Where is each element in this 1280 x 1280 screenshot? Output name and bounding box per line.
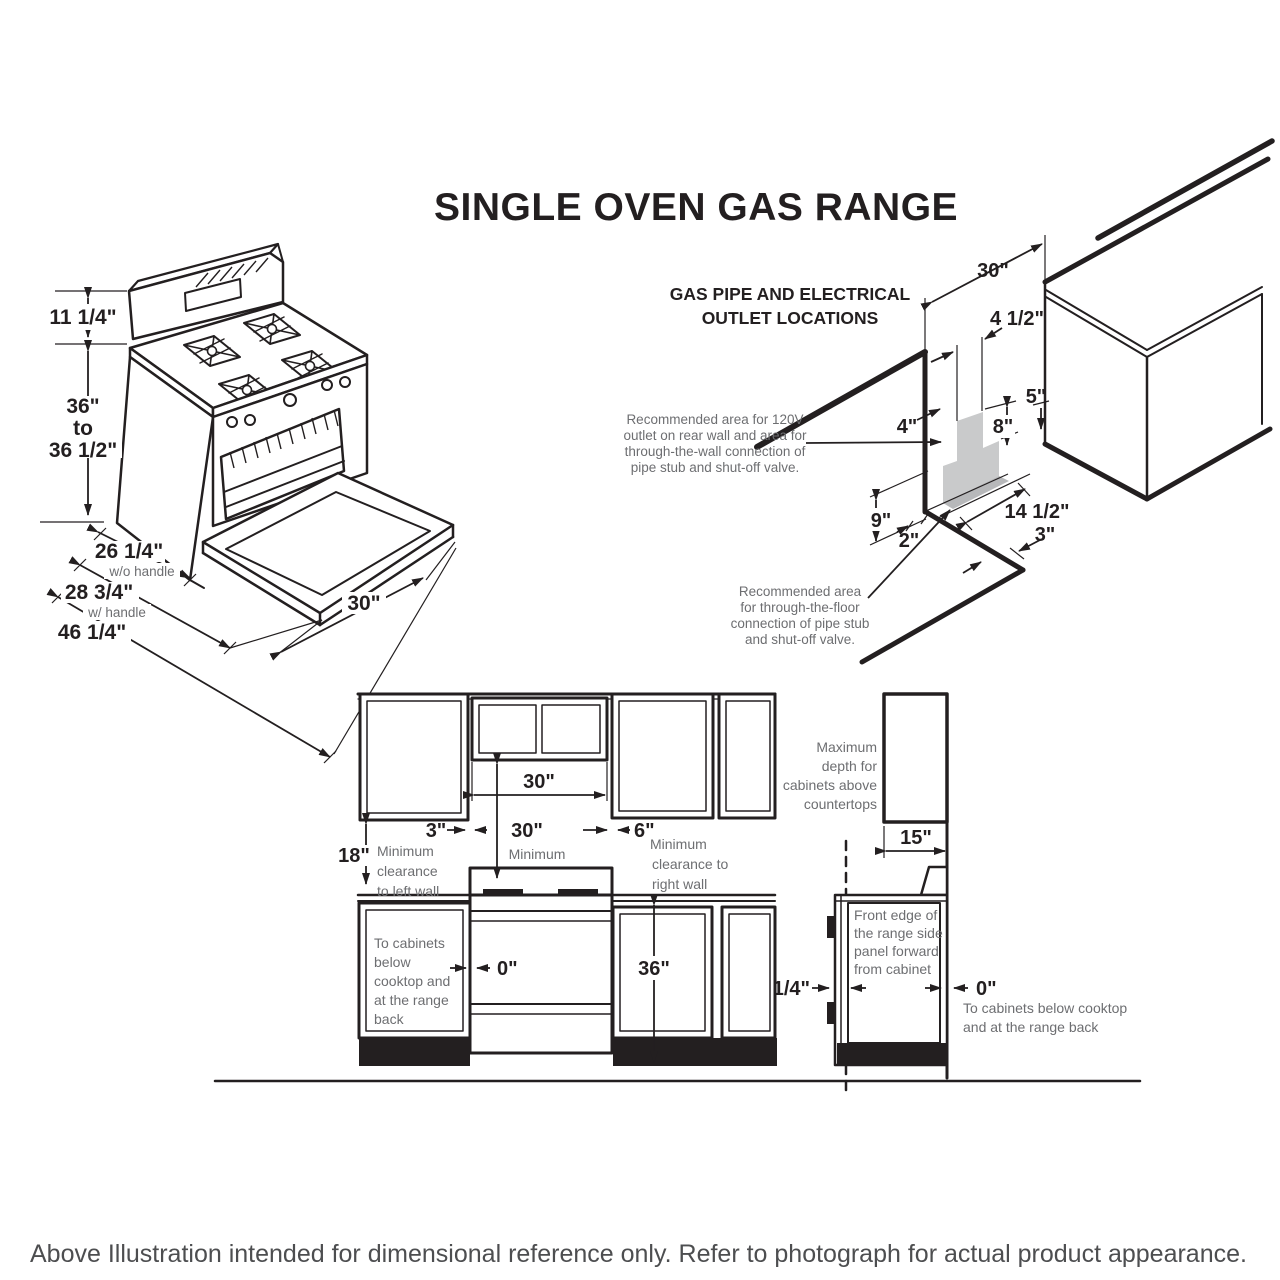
side-base-note-line2: and at the range back: [963, 1019, 1099, 1035]
front-edge-note-line4: from cabinet: [854, 961, 932, 977]
front-view-artwork: [358, 694, 777, 1066]
dim-3: 3": [425, 820, 447, 842]
gas-heading-line1: GAS PIPE AND ELECTRICAL: [669, 284, 911, 304]
dim-2: 2": [898, 530, 920, 552]
dim-8: 8": [992, 416, 1014, 438]
outlet-note-line2: outlet on rear wall and area for: [623, 428, 807, 443]
dim-15: 15": [900, 827, 932, 849]
dim-height-1: 36": [66, 395, 100, 418]
dim-depth-wo-handle: 26 1/4": [94, 540, 164, 563]
floor-note-line3: connection of pipe stub: [730, 616, 870, 631]
dim-30-min-note: Minimum: [508, 846, 566, 862]
depth-note-line3: cabinets above: [782, 777, 877, 793]
dim-backsplash-height: 11 1/4": [49, 306, 117, 329]
dim-14-half: 14 1/2": [1004, 501, 1070, 523]
left-wall-note-line3: to left wall: [377, 883, 440, 899]
dim-5: 5": [1025, 386, 1047, 408]
dim-4-half: 4 1/2": [990, 308, 1044, 330]
dim-quarter: 1/4": [772, 978, 810, 1000]
floor-note-line2: for through-the-floor: [740, 600, 860, 615]
base-note-line3: cooktop and: [374, 973, 451, 989]
dim-6: 6": [634, 820, 655, 842]
dim-9: 9": [870, 510, 892, 532]
dim-30-top: 30": [523, 771, 555, 793]
depth-note-line1: Maximum: [816, 739, 877, 755]
side-base-note-line1: To cabinets below cooktop: [963, 1000, 1128, 1016]
dim-depth-wo-handle-note: w/o handle: [109, 564, 175, 579]
floor-note-line1: Recommended area: [738, 584, 862, 599]
base-note-line2: below: [374, 954, 411, 970]
clearance-diagrams: [200, 680, 1160, 1100]
footer-disclaimer: Above Illustration intended for dimensional reference only. Refer to photograph for actual product appearance.: [30, 1240, 1247, 1268]
dim-height-2: to: [73, 417, 93, 440]
dim-depth-total: 46 1/4": [57, 621, 127, 644]
right-wall-note-line2: clearance to: [652, 856, 729, 872]
front-edge-note-line3: panel forward: [854, 943, 939, 959]
gas-pipe-outlet-diagram: [600, 130, 1280, 690]
front-edge-note-line1: Front edge of: [854, 907, 938, 923]
dim-36: 36": [638, 958, 670, 980]
door-handle-top: [827, 916, 836, 938]
dim-0-front: 0": [497, 958, 518, 980]
dim-depth-w-handle-note: w/ handle: [88, 605, 146, 620]
gas-heading-line2: OUTLET LOCATIONS: [701, 308, 879, 328]
toe-kick-left: [359, 1038, 470, 1066]
dim-3: 3": [1034, 524, 1056, 546]
right-wall-note-line1: Minimum: [650, 836, 707, 852]
dim-18: 18": [338, 845, 370, 867]
base-note-line4: at the range: [374, 992, 449, 1008]
depth-note-line4: countertops: [803, 796, 877, 812]
right-wall-note-line3: right wall: [652, 876, 708, 892]
range-base-band: [837, 1043, 947, 1065]
door-handle-bottom: [827, 1002, 836, 1024]
base-note-line5: back: [374, 1011, 404, 1027]
base-note-line1: To cabinets: [374, 935, 445, 951]
page-title: SINGLE OVEN GAS RANGE: [434, 186, 959, 229]
outlet-note-line1: Recommended area for 120V: [626, 412, 804, 427]
dim-range-width: 30": [347, 592, 381, 615]
front-edge-note-line2: the range side: [854, 925, 943, 941]
side-view-dimensions: [773, 739, 1128, 1035]
dim-depth-w-handle: 28 3/4": [64, 581, 134, 604]
depth-note-line2: depth for: [821, 758, 877, 774]
toe-kick-right: [613, 1038, 777, 1066]
dim-30-min: 30": [511, 820, 543, 842]
floor-note-line4: and shut-off valve.: [744, 632, 856, 647]
dim-0-side: 0": [976, 978, 997, 1000]
outlet-note-line3: through-the-wall connection of: [624, 444, 806, 459]
dim-4: 4": [896, 416, 918, 438]
left-wall-note-line1: Minimum: [377, 843, 434, 859]
dim-height-3: 36 1/2": [48, 439, 118, 462]
left-wall-note-line2: clearance: [377, 863, 438, 879]
dim-opening-30: 30": [977, 260, 1009, 282]
outlet-note-line4: pipe stub and shut-off valve.: [630, 460, 800, 475]
